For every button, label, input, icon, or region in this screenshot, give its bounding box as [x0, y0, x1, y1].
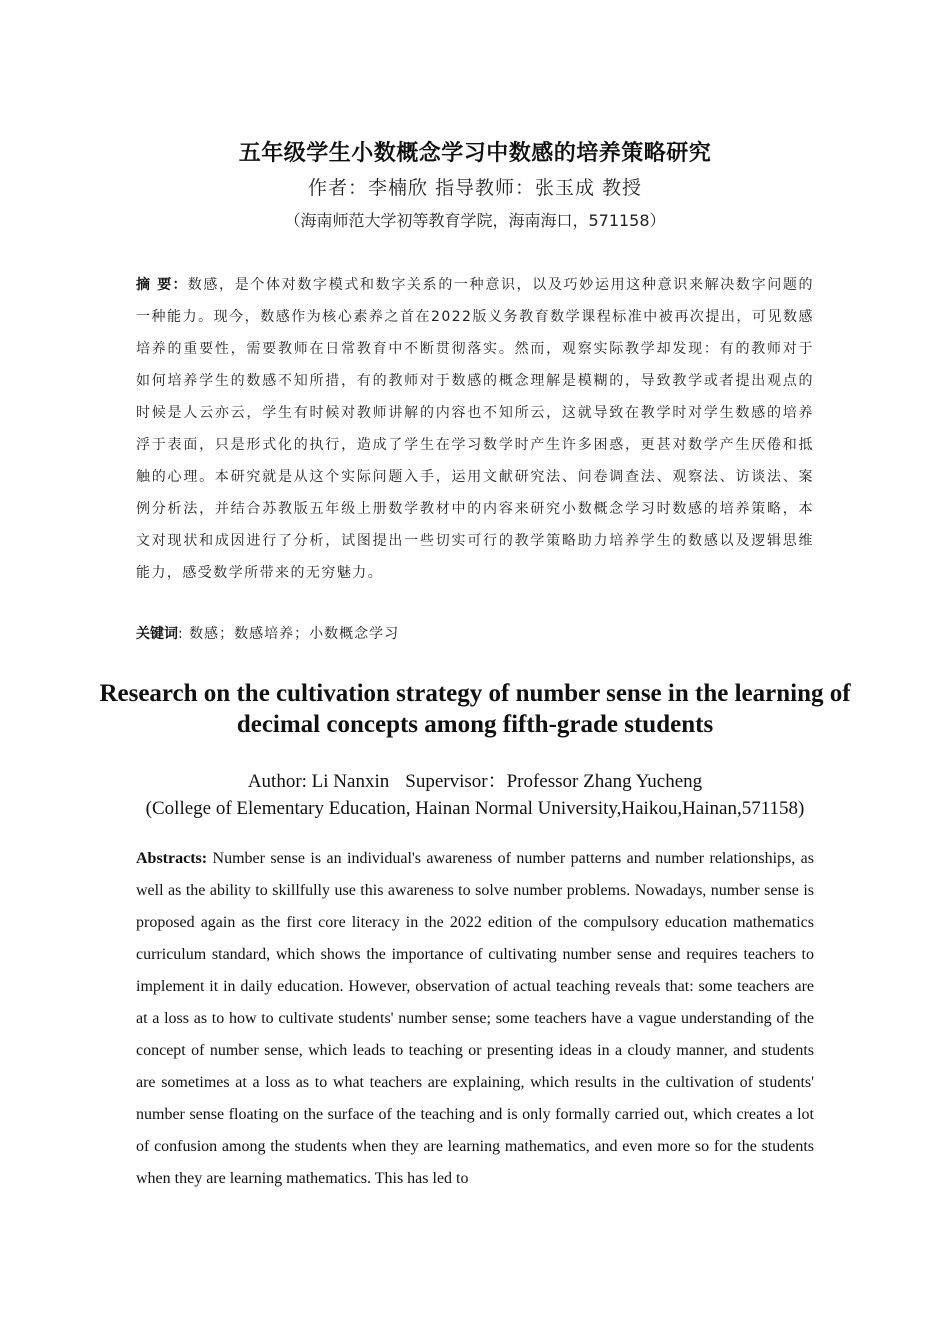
english-abstract	[136, 843, 814, 1195]
chinese-abstract-label: 摘 要：	[136, 277, 188, 293]
chinese-keywords	[136, 618, 814, 650]
chinese-abstract	[136, 269, 814, 589]
chinese-affiliation: （海南师范大学初等教育学院，海南海口，571158）	[284, 211, 666, 230]
english-affiliation: (College of Elementary Education, Hainan Normal University,Haikou,Hainan,571158)	[145, 798, 805, 819]
chinese-abstract-text: 数感，是个体对数字模式和数字关系的一种意识，以及巧妙运用这种意识来解决数字问题的一种能力。现今，数感作为核心素养之首在2022版义务教育数学课程标准中被再次提出，可见数感培养的重要性，需要教师在日常教育中不断贯彻落实。然而，观察实际教学却发现：有的教师对于如何培养学生的数感不知所措，有的教师对于数感的概念理解是模糊的，导致教学或者提出观点的时候是人云亦云，学生有时候对教师讲解的内容也不知所云，这就导致在教学时对学生数感的培养浮于表面，只是形式化的执行，造成了学生在学习数学时产生许多困惑，更甚对数学产生厌倦和抵触的心理。本研究就是从这个实际问题入手，运用文献研究法、问卷调查法、观察法、访谈法、案例分析法，并结合苏教版五年级上册数学教材中的内容来研究小数概念学习时数感的培养策略，本文对现状和成因进行了分析，试图提出一些切实可行的教学策略助力培养学生的数感以及逻辑思维能力，感受数学所带来的无穷魅力。	[136, 277, 815, 581]
english-author-line	[0, 766, 950, 793]
chinese-keywords-label: 关键词	[136, 626, 178, 642]
chinese-keywords-text: : 数感；数感培养；小数概念学习	[178, 626, 400, 642]
chinese-title: 五年级学生小数概念学习中数感的培养策略研究	[238, 141, 712, 166]
english-abstract-label: Abstracts:	[136, 850, 208, 867]
english-supervisor: Supervisor：Professor Zhang Yucheng	[405, 771, 703, 792]
chinese-author-line: 作者：李楠欣 指导教师：张玉成 教授	[307, 177, 643, 199]
english-title: Research on the cultivation strategy of number sense in the learning of decimal concepts among fifth-grade students	[99, 680, 851, 738]
english-abstract-text: Number sense is an individual's awareness of number patterns and number relationships, as well as the ability to skillfully use this awareness to solve number problems. Nowadays, number sense is proposed again as the first core literacy in the 2022 edition of the compulsory education mathematics curriculum standard, which shows the importance of cultivating number sense and requires teachers to implement it in daily education. However, observation of actual teaching reveals that: some teachers are at a loss as to how to cultivate students' number sense; some teachers have a vague understanding of the concept of number sense, which leads to teaching or presenting ideas in a cloudy manner, and students are sometimes at a loss as to what teachers are explaining, which results in the cultivation of students' number sense floating on the surface of the teaching and is only formally carried out, which creates a lot of confusion among the students when they are learning mathematics, and even more so for the students when they are learning mathematics. This has led to	[136, 850, 814, 1187]
english-author: Author: Li Nanxin	[247, 771, 390, 792]
